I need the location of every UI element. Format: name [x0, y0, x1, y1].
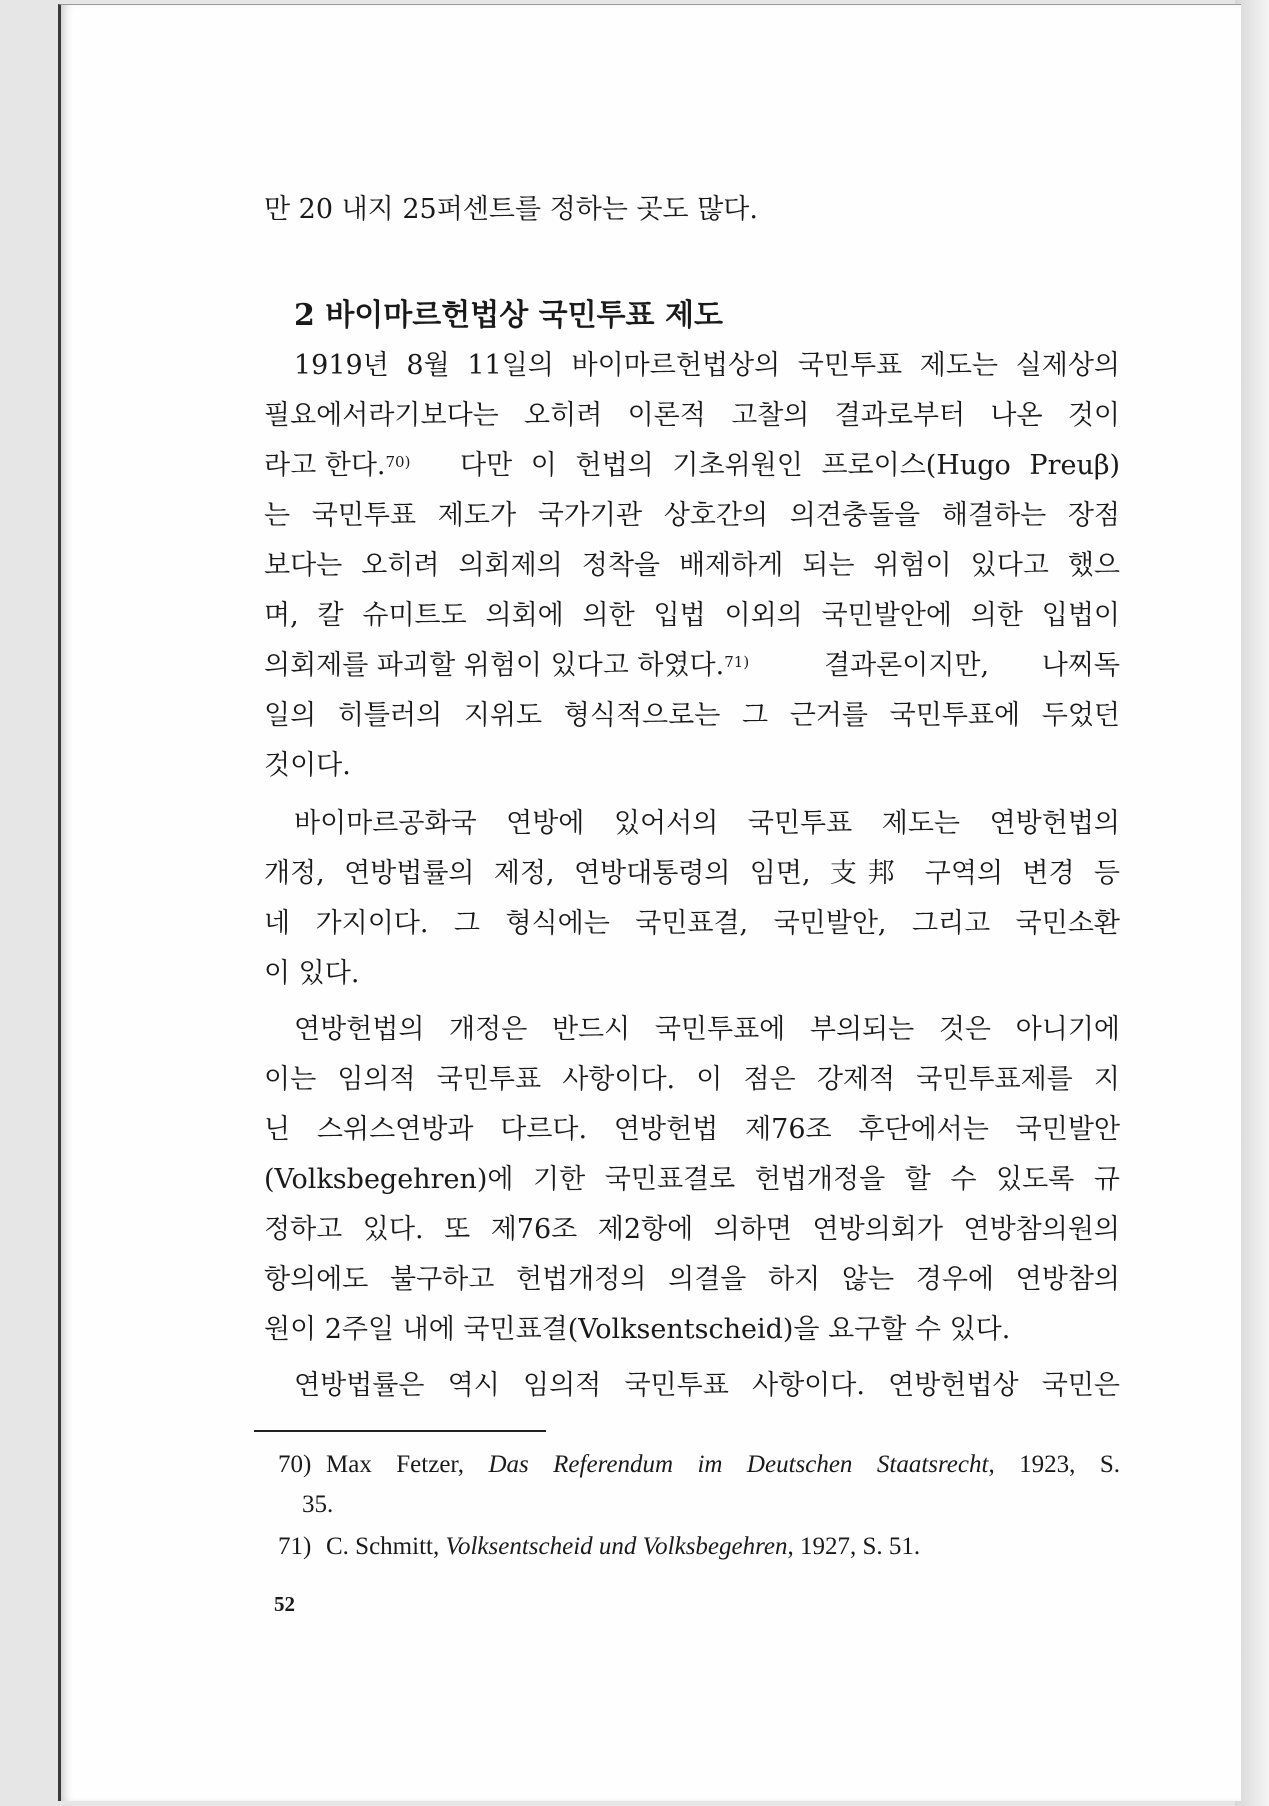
body-line-6: 보다는 오히려 의회제의 정착을 배제하게 되는 위험이 있다고 했으	[264, 550, 1120, 581]
footnote-70-rest: , 1923, S.	[988, 1451, 1120, 1478]
footnote-divider	[254, 1430, 546, 1432]
body-line-8-text: 의회제를 파괴할 위험이 있다고 하였다.	[264, 650, 725, 681]
footnote-70	[278, 1448, 1120, 1482]
body-line-13: 네 가지이다. 그 형식에는 국민표결, 국민발안, 그리고 국민소환	[264, 908, 1120, 939]
body-line-21: 원이 2주일 내에 국민표결(Volksentscheid)을 요구할 수 있다.	[264, 1314, 1011, 1345]
footnote-71	[278, 1530, 1120, 1564]
body-line-17: 닌 스위스연방과 다르다. 연방헌법 제76조 후단에서는 국민발안	[264, 1114, 1120, 1145]
page-number: 52	[274, 1592, 295, 1616]
section-heading: 2 바이마르헌법상 국민투표 제도	[294, 298, 723, 333]
body-line-7: 며, 칼 슈미트도 의회에 의한 입법 이외의 국민발안에 의한 입법이	[264, 600, 1120, 631]
footnote-71-rest: , 1927, S. 51.	[787, 1533, 921, 1560]
footnote-71-author: C. Schmitt,	[326, 1533, 440, 1560]
body-line-12: 개정, 연방법률의 제정, 연방대통령의 임면, 支邦 구역의 변경 등	[264, 858, 1120, 889]
body-line-9: 일의 히틀러의 지위도 형식적으로는 그 근거를 국민투표에 두었던	[264, 700, 1120, 731]
body-line-19: 정하고 있다. 또 제76조 제2항에 의하면 연방의회가 연방참의원의	[264, 1214, 1120, 1245]
body-line-16: 이는 임의적 국민투표 사항이다. 이 점은 강제적 국민투표제를 지	[264, 1064, 1120, 1095]
footnote-70-number: 70)	[278, 1451, 312, 1478]
body-line-4-text: 라고 한다.	[264, 450, 386, 481]
body-line-11: 바이마르공화국 연방에 있어서의 국민투표 제도는 연방헌법의	[294, 808, 1120, 839]
body-line-14: 이 있다.	[264, 958, 360, 989]
footnote-70-author: Max Fetzer,	[326, 1451, 464, 1478]
body-line-4	[264, 448, 410, 484]
body-line-8b: 결과론이지만, 나찌독	[824, 650, 1120, 681]
body-line-4b: 다만 이 헌법의 기초위원인 프로이스(Hugo Preuβ)	[460, 450, 1120, 481]
body-line-15: 연방헌법의 개정은 반드시 국민투표에 부의되는 것은 아니기에	[294, 1014, 1120, 1045]
footnote-71-number: 71)	[278, 1533, 312, 1560]
body-line-8	[264, 648, 749, 684]
footnote-71-title: Volksentscheid und Volksbegehren	[445, 1533, 788, 1560]
footnote-ref-70[interactable]: 70)	[385, 453, 411, 471]
body-line-20: 항의에도 불구하고 헌법개정의 의결을 하지 않는 경우에 연방참의	[264, 1264, 1120, 1295]
body-line-2: 1919년 8월 11일의 바이마르헌법상의 국민투표 제도는 실제상의	[294, 350, 1120, 381]
footnote-ref-71[interactable]: 71)	[724, 653, 750, 671]
body-line-1: 만 20 내지 25퍼센트를 정하는 곳도 많다.	[264, 194, 758, 225]
body-line-3: 필요에서라기보다는 오히려 이론적 고찰의 결과로부터 나온 것이	[264, 400, 1120, 431]
body-line-18: (Volksbegehren)에 기한 국민표결로 헌법개정을 할 수 있도록 규	[264, 1164, 1120, 1195]
body-line-10: 것이다.	[264, 750, 351, 781]
body-line-5: 는 국민투표 제도가 국가기관 상호간의 의견충돌을 해결하는 장점	[264, 500, 1120, 531]
footnote-70-title: Das Referendum im Deutschen Staatsrecht	[488, 1451, 989, 1478]
footnote-70-continuation: 35.	[302, 1491, 334, 1518]
body-line-22: 연방법률은 역시 임의적 국민투표 사항이다. 연방헌법상 국민은	[294, 1370, 1120, 1401]
